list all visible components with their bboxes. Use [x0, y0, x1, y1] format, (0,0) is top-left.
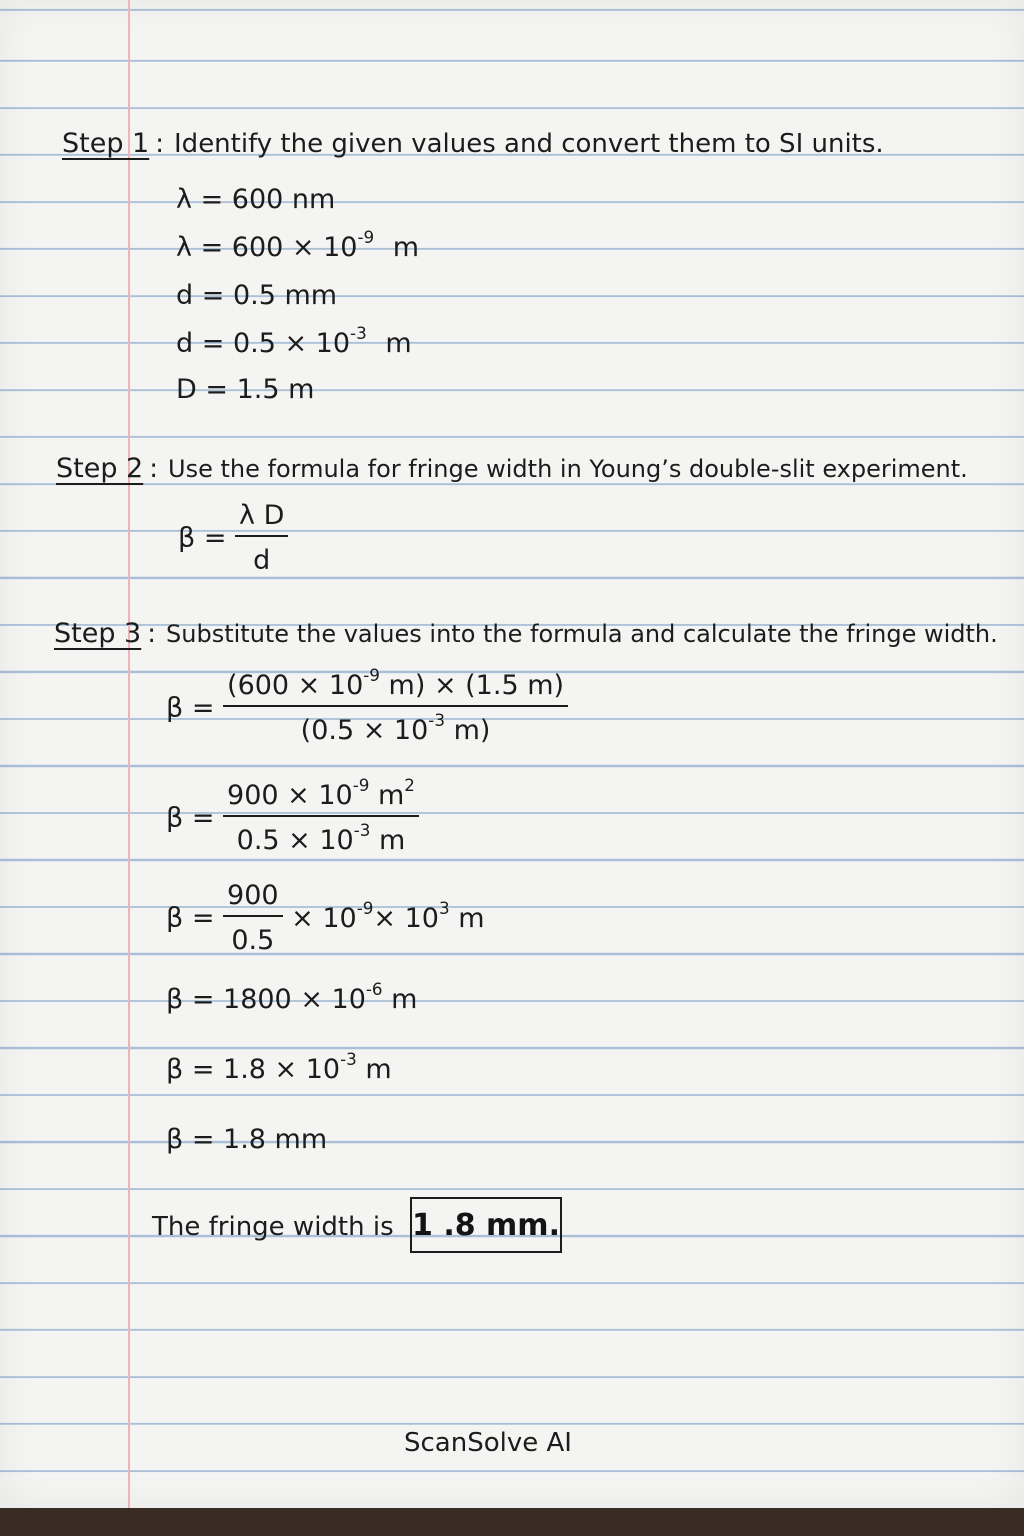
given-symbol: d: [176, 328, 194, 359]
given-line-4: [176, 323, 412, 359]
formula-lhs: β =: [178, 522, 227, 554]
given-value: = 600 × 10: [200, 232, 358, 263]
eq-lhs: β =: [166, 802, 215, 834]
step2-label: Step 2: [56, 453, 144, 484]
given-unit: m: [392, 232, 420, 263]
step1-heading: [62, 130, 884, 157]
eq-lhs: β =: [166, 902, 215, 934]
eq-fraction: [223, 665, 568, 746]
given-symbol: λ: [176, 232, 192, 263]
den-exponent: -3: [428, 710, 445, 731]
result-line-1: [166, 979, 418, 1015]
num-exponent: -9: [352, 775, 370, 796]
given-line-3: [176, 282, 337, 309]
eq-denominator: [223, 707, 568, 744]
tail-exponent: 3: [438, 897, 450, 918]
answer-box: 1 .8 mm.: [410, 1197, 562, 1253]
given-symbol: D: [176, 374, 197, 405]
simplified-equation: [166, 775, 419, 856]
formula-denominator: d: [253, 545, 271, 576]
given-exponent: -9: [357, 227, 375, 248]
margin-line: [128, 0, 130, 1508]
eq-denominator: [223, 817, 419, 854]
eq-fraction: [223, 882, 283, 954]
eq-numerator: 900: [223, 882, 283, 917]
tail-exponent: -9: [356, 897, 374, 918]
given-value: = 600 nm: [200, 184, 336, 215]
result-line-3: [166, 1126, 327, 1153]
num-part: m) × (1.5 m): [379, 670, 565, 701]
den-part: m): [444, 715, 491, 746]
formula-fraction: [235, 502, 288, 574]
step3-colon: :: [147, 619, 157, 649]
step3-text: Substitute the values into the formula and calculate the fringe width.: [166, 620, 998, 648]
eq-value: 1.8 mm: [214, 1124, 328, 1155]
given-symbol: d: [176, 280, 194, 311]
eq-numerator: [223, 775, 419, 817]
den-part: (0.5 × 10: [300, 715, 429, 746]
given-value: = 1.5 m: [205, 374, 315, 405]
num-exponent: 2: [404, 775, 415, 796]
eq-value: 1800 × 10: [214, 984, 366, 1015]
eq-lhs: β =: [166, 1054, 215, 1085]
given-unit: m: [385, 328, 412, 359]
num-part: (600 × 10: [227, 670, 364, 701]
result-line-2: [166, 1049, 392, 1085]
eq-lhs: β =: [166, 984, 215, 1015]
den-part: m: [370, 825, 406, 856]
fringe-formula: [178, 502, 288, 574]
eq-lhs: β =: [166, 692, 215, 724]
given-line-2: [176, 227, 420, 263]
step1-colon: :: [155, 129, 165, 159]
eq-lhs: β =: [166, 1124, 215, 1155]
den-part: 0.5 × 10: [236, 825, 354, 856]
den-exponent: -3: [353, 820, 371, 841]
tail-part: × 10: [373, 902, 439, 934]
step3-heading: [54, 620, 998, 647]
eq-fraction: [223, 775, 419, 856]
given-value: = 0.5 × 10: [201, 328, 351, 359]
given-line-5: [176, 376, 314, 403]
given-line-1: [176, 186, 335, 213]
step2-heading: [56, 455, 968, 482]
tail-part: m: [449, 902, 485, 934]
eq-denominator: 0.5: [231, 925, 275, 956]
eq-exponent: -6: [365, 979, 383, 1000]
num-part: m: [369, 780, 405, 811]
num-part: 900 × 10: [227, 780, 353, 811]
tail-part: × 10: [291, 902, 357, 934]
eq-numerator: [223, 665, 568, 707]
step1-label: Step 1: [62, 128, 150, 159]
brand-footer: ScanSolve AI: [404, 1428, 572, 1458]
step1-text: Identify the given values and convert them to SI units.: [174, 129, 884, 159]
given-value: = 0.5 mm: [201, 280, 338, 311]
step3-label: Step 3: [54, 618, 142, 649]
step2-text: Use the formula for fringe width in Young’s double-slit experiment.: [168, 455, 968, 483]
eq-exponent: -3: [340, 1049, 357, 1070]
given-exponent: -3: [350, 323, 367, 344]
eq-value: 1.8 × 10: [214, 1054, 341, 1085]
substitution-equation: [166, 665, 568, 746]
eq-unit: m: [382, 984, 418, 1015]
step2-colon: :: [149, 454, 159, 484]
answer-text: The fringe width is: [152, 1212, 394, 1242]
eq-tail: [291, 897, 485, 934]
formula-numerator: λ D: [235, 502, 288, 537]
split-equation: [166, 882, 485, 954]
eq-unit: m: [356, 1054, 392, 1085]
given-symbol: λ: [176, 184, 192, 215]
num-exponent: -9: [363, 665, 380, 686]
